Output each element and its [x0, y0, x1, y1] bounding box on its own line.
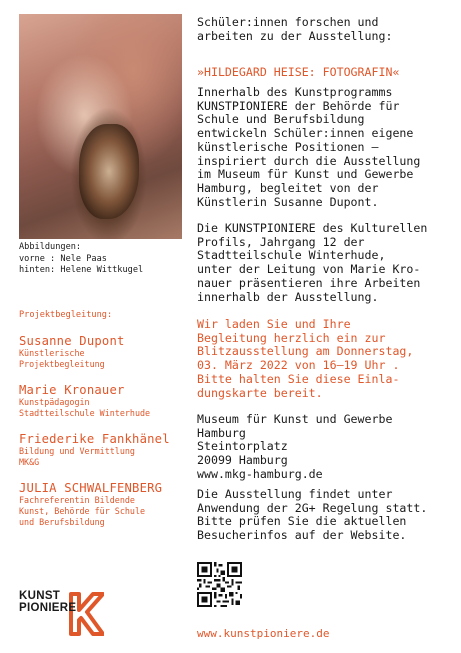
person-name: JULIA SCHWALFENBERG [19, 481, 163, 495]
text-line: Die KUNSTPIONIERE des Kulturellen [197, 221, 428, 235]
exhibition-photo [19, 14, 182, 239]
text-line: Künstlerin Susanne Dupont. [197, 194, 379, 209]
text-line: Schüler:innen forschen und [197, 15, 379, 29]
text-line: 03. März 2022 von 16–19 Uhr . [197, 358, 400, 373]
person-name: Friederike Fankhänel [19, 432, 170, 446]
text-line: unter der Leitung von Marie Kro- [197, 262, 421, 277]
text-line: Besucherinfos auf der Website. [197, 528, 407, 543]
logo-line: PIONIERE [19, 602, 77, 614]
exhibition-title: »HILDEGARD HEISE: FOTOGRAFIN« [197, 65, 400, 79]
text-line: 20099 Hamburg [197, 453, 288, 468]
caption-line: Abbildungen: [19, 242, 82, 252]
logo-line: KUNST [19, 590, 61, 602]
text-line: dungskarte bereit. [197, 385, 323, 400]
person-role: Kunst, Behörde für Schule [19, 506, 146, 516]
text-line: entwickeln Schüler:innen eigene [197, 126, 414, 141]
person-friederike-fankhaenel [19, 432, 191, 468]
intro-text [197, 16, 452, 43]
person-julia-schwalfenberg [19, 481, 191, 528]
person-marie-kronauer [19, 383, 191, 419]
text-line: Blitzausstellung am Donnerstag, [197, 344, 414, 359]
person-role: Künstlerische [19, 348, 85, 358]
text-line: Profils, Jahrgang 12 der [197, 234, 365, 249]
person-role: MK&G [19, 457, 40, 467]
person-role: Fachreferentin Bildende [19, 495, 135, 505]
text-line: inspiriert durch die Ausstellung [197, 153, 421, 168]
text-line: Begleitung herzlich ein zur [197, 330, 386, 345]
paragraph-profile [197, 222, 452, 304]
person-susanne-dupont [19, 334, 191, 370]
covid-note [197, 488, 452, 543]
museum-address [197, 413, 452, 482]
text-line: innerhalb der Ausstellung. [197, 289, 379, 304]
text-line: Hamburg, begleitet von der [197, 180, 379, 195]
logo-wordmark [19, 590, 76, 614]
projekt-heading: Projektbegleitung: [19, 310, 113, 320]
text-line: Innerhalb des Kunstprogramms [197, 85, 393, 99]
caption-line: vorne : Nele Paas [19, 253, 107, 264]
text-line: Wir laden Sie und Ihre [197, 317, 351, 331]
person-role: Bildung und Vermittlung [19, 446, 135, 456]
photo-figure [79, 124, 139, 219]
person-role: Kunstpädagogin [19, 397, 90, 407]
invitation-text [197, 318, 452, 400]
text-line: künstlerische Positionen – [197, 139, 379, 154]
text-line: nauer präsentieren ihre Arbeiten [197, 275, 421, 290]
text-line: arbeiten zu der Ausstellung: [197, 28, 393, 43]
person-name: Susanne Dupont [19, 334, 125, 348]
museum-link[interactable]: www.mkg-hamburg.de [197, 466, 323, 481]
text-line: Museum für Kunst und Gewerbe [197, 412, 393, 426]
text-line: im Museum für Kunst und Gewerbe [197, 167, 414, 182]
text-line: Bitte prüfen Sie die aktuellen [197, 514, 407, 529]
text-line: Stadtteilschule Winterhude, [197, 248, 386, 263]
person-role: Projektbegleitung [19, 359, 105, 369]
photo-caption [19, 242, 191, 277]
qr-code-icon[interactable] [197, 562, 242, 607]
text-line: Hamburg [197, 425, 246, 440]
kunstpioniere-logo [19, 590, 104, 638]
person-role: Stadtteilschule Winterhude [19, 408, 151, 418]
text-line: Anwendung der 2G+ Regelung statt. [197, 500, 428, 515]
person-name: Marie Kronauer [19, 383, 125, 397]
text-line: Steintorplatz [197, 439, 288, 454]
caption-line: hinten: Helene Wittkugel [19, 265, 144, 275]
website-link[interactable]: www.kunstpioniere.de [197, 627, 330, 640]
text-line: Schule und Berufsbildung [197, 112, 365, 127]
text-line: Die Ausstellung findet unter [197, 487, 393, 501]
text-line: Bitte halten Sie diese Einla- [197, 371, 400, 386]
paragraph-program [197, 86, 452, 209]
person-role: und Berufsbildung [19, 517, 105, 527]
text-line: KUNSTPIONIERE der Behörde für [197, 98, 400, 113]
